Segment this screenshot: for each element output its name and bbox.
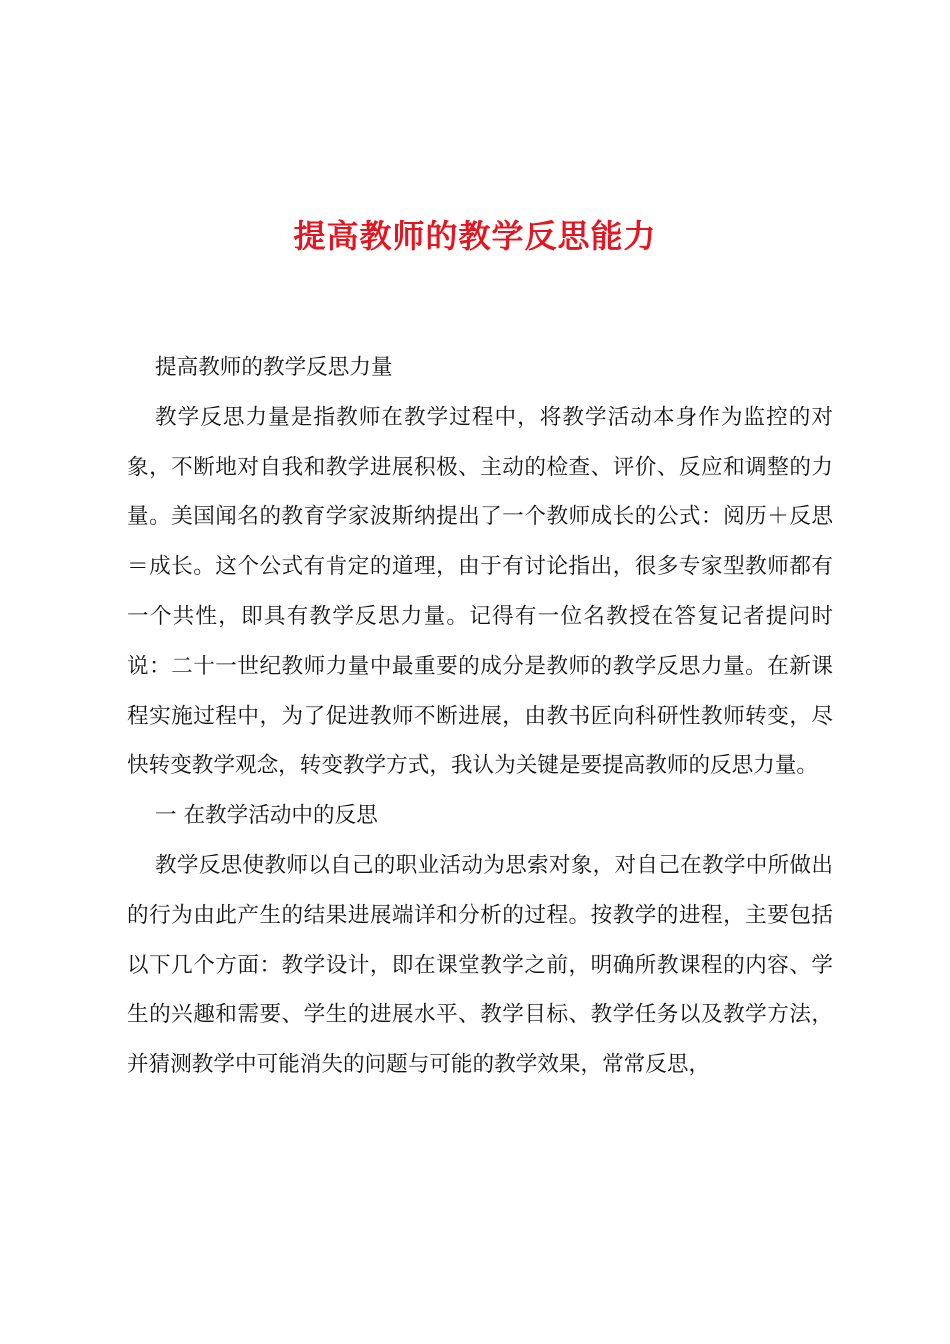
section-heading: 一 在教学活动中的反思	[155, 803, 378, 829]
document-body	[127, 343, 833, 1090]
document-title: 提高教师的教学反思能力	[293, 217, 657, 255]
paragraph-section-body: 教学反思使教师以自己的职业活动为思索对象，对自己在教学中所做出的行为由此产生的结果进展端详和分析的过程。按教学的进程，主要包括以下几个方面：教学设计，即在课堂教学之前，明确所教课程的内容、学生的兴趣和需要、学生的进展水平、教学目标、教学任务以及教学方法，并猜测教学中可能消失的问题与可能的教学效果，常常反思，	[127, 852, 833, 1078]
paragraph-intro: 教学反思力量是指教师在教学过程中，将教学活动本身作为监控的对象，不断地对自我和教学进展积极、主动的检查、评价、反应和调整的力量。美国闻名的教育学家波斯纳提出了一个教师成长的公式：阅历＋反思＝成长。这个公式有肯定的道理，由于有讨论指出，很多专家型教师都有一个共性，即具有教学反思力量。记得有一位名教授在答复记者提问时说：二十一世纪教师力量中最重要的成分是教师的教学反思力量。在新课程实施过程中，为了促进教师不断进展，由教书匠向科研性教师转变，尽快转变教学观念，转变教学方式，我认为关键是要提高教师的反思力量。	[127, 404, 833, 779]
paragraph-subtitle: 提高教师的教学反思力量	[155, 355, 393, 380]
